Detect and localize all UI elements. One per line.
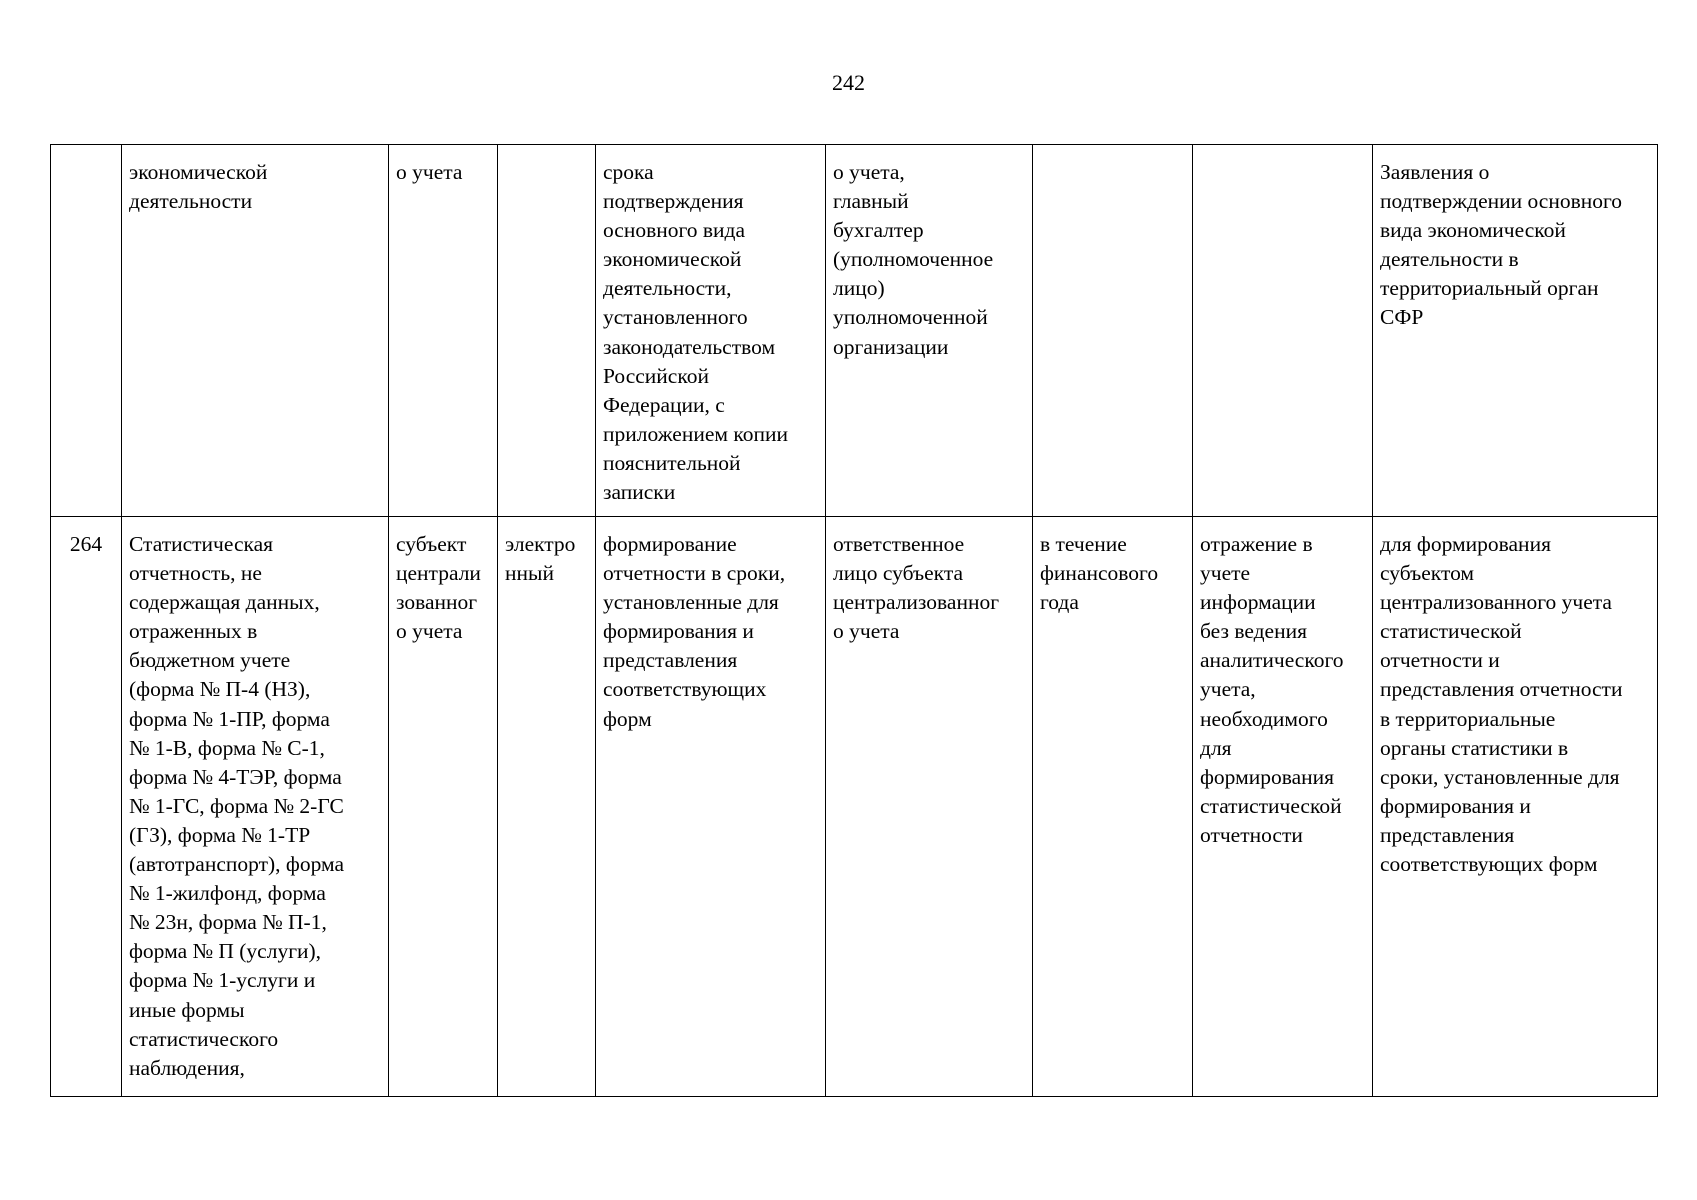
data-table (50, 144, 1658, 1097)
table-row (51, 145, 1658, 517)
table-cell (826, 517, 1033, 1097)
cell-text-line: 264 (69, 532, 103, 556)
cell-text-line: (уполномоченное (833, 247, 994, 272)
cell-text-line: отраженных в (129, 619, 258, 644)
cell-text-line: экономической (129, 160, 268, 184)
cell-text-line: лицо субъекта (833, 561, 964, 586)
cell-text-line: бюджетном учете (129, 648, 291, 673)
table-row (51, 517, 1658, 1097)
table-cell (389, 517, 498, 1097)
cell-text-line: Федерации, с (603, 392, 725, 417)
cell-text-line: бухгалтер (833, 218, 924, 243)
cell-text-line: форма № 4-ТЭР, форма (129, 764, 342, 789)
cell-text-line: статистической (1200, 793, 1342, 818)
cell-text-line: срока (603, 160, 654, 184)
cell-text-line: Заявления о (1380, 160, 1490, 184)
cell-text-line: отчетность, не (129, 561, 262, 586)
cell-text-line: сроки, установленные для (1380, 764, 1620, 789)
cell-text-line: формирования и (1380, 793, 1531, 818)
cell-text-line: органы статистики в (1380, 735, 1569, 760)
cell-text-line: соответствующих (603, 677, 767, 702)
cell-text-line: № 1-жилфонд, форма (129, 881, 326, 906)
cell-text-line: централизованног (833, 590, 1000, 615)
cell-text-line: пояснительной (603, 450, 741, 475)
cell-text-line: представления отчетности (1380, 677, 1623, 702)
cell-text-line: главный (833, 189, 909, 214)
cell-text-line: учете (1200, 561, 1251, 586)
cell-text-line: Статистическая (129, 532, 274, 556)
cell-text-line: формирования и (603, 619, 754, 644)
cell-text-line: уполномоченной (833, 305, 988, 330)
cell-text-line: (ГЗ), форма № 1-ТР (129, 822, 311, 847)
cell-text-line: наблюдения, (129, 1055, 245, 1080)
cell-text-line: деятельности в (1380, 247, 1519, 272)
cell-text-line: нный (505, 561, 554, 586)
page-number: 242 (832, 70, 865, 95)
cell-text-line: установленного (603, 305, 748, 330)
cell-text-line: основного вида (603, 218, 746, 243)
cell-text-line: централизованного учета (1380, 590, 1612, 615)
cell-text-line: иные формы (129, 997, 245, 1022)
cell-text-line: зованног (396, 590, 478, 615)
cell-text-line: лицо) (833, 276, 885, 301)
cell-text-line: № 1-ГС, форма № 2-ГС (129, 793, 344, 818)
cell-text-line: о учета (396, 619, 463, 644)
cell-text-line: законодательством (603, 334, 776, 359)
cell-text-line: в территориальные (1380, 706, 1556, 731)
cell-text-line: для (1200, 735, 1232, 760)
cell-text-line: форма № 1-услуги и (129, 968, 316, 993)
table-cell (51, 517, 122, 1097)
table-cell (1193, 517, 1373, 1097)
cell-text-line: для формирования (1380, 532, 1551, 556)
cell-text-line: субъектом (1380, 561, 1475, 586)
cell-text-line: территориальный орган (1380, 276, 1599, 301)
cell-text-line: вида экономической (1380, 218, 1566, 243)
cell-text-line: информации (1200, 590, 1316, 615)
cell-text-line: в течение (1040, 532, 1127, 556)
cell-text-line: подтверждении основного (1380, 189, 1623, 214)
cell-text-line: о учета, (833, 160, 905, 184)
cell-text-line: о учета (396, 160, 463, 184)
cell-text-line: соответствующих форм (1380, 852, 1598, 877)
cell-text-line: экономической (603, 247, 742, 272)
table-cell (498, 145, 596, 517)
cell-text-line: финансового (1040, 561, 1159, 586)
cell-text-line: учета, (1200, 677, 1256, 702)
cell-text-line: Российской (603, 363, 709, 388)
cell-text-line: установленные для (603, 590, 779, 615)
cell-text-line: о учета (833, 619, 900, 644)
cell-text-line: форм (603, 706, 652, 731)
table-cell (122, 517, 389, 1097)
cell-text-line: необходимого (1200, 706, 1328, 731)
cell-text-line: формирования (1200, 764, 1335, 789)
cell-text-line: отчетности и (1380, 648, 1500, 673)
cell-text-line: (автотранспорт), форма (129, 852, 345, 877)
table-cell (1033, 145, 1193, 517)
cell-text-line: статистического (129, 1026, 279, 1051)
cell-text-line: содержащая данных, (129, 590, 320, 615)
cell-text-line: без ведения (1200, 619, 1307, 644)
cell-text-line: форма № П (услуги), (129, 939, 322, 964)
cell-text-line: отчетности в сроки, (603, 561, 786, 586)
table-cell (1033, 517, 1193, 1097)
cell-text-line: организации (833, 334, 949, 359)
table-cell (122, 145, 389, 517)
table-cell (826, 145, 1033, 517)
table-cell (1193, 145, 1373, 517)
table-cell (498, 517, 596, 1097)
cell-text-line: представления (603, 648, 738, 673)
cell-text-line: форма № 1-ПР, форма (129, 706, 330, 731)
cell-text-line: аналитического (1200, 648, 1344, 673)
cell-text-line: года (1040, 590, 1079, 615)
cell-text-line: централи (396, 561, 481, 586)
table-cell (1373, 517, 1658, 1097)
cell-text-line: (форма № П-4 (НЗ), (129, 677, 311, 702)
table-cell (51, 145, 122, 517)
cell-text-line: ответственное (833, 532, 965, 556)
table-cell (596, 517, 826, 1097)
table-cell (1373, 145, 1658, 517)
cell-text-line: отчетности (1200, 822, 1303, 847)
cell-text-line: отражение в (1200, 532, 1313, 556)
cell-text-line: статистической (1380, 619, 1522, 644)
cell-text-line: субъект (396, 532, 467, 556)
cell-text-line: деятельности (129, 189, 253, 214)
cell-text-line: подтверждения (603, 189, 744, 214)
cell-text-line: СФР (1380, 305, 1424, 330)
cell-text-line: электро (505, 532, 576, 556)
table-cell (596, 145, 826, 517)
cell-text-line: записки (603, 480, 676, 505)
cell-text-line: формирование (603, 532, 737, 556)
cell-text-line: приложением копии (603, 421, 788, 446)
table-cell (389, 145, 498, 517)
cell-text-line: представления (1380, 822, 1515, 847)
cell-text-line: № 23н, форма № П-1, (129, 910, 327, 935)
cell-text-line: деятельности, (603, 276, 732, 301)
cell-text-line: № 1-В, форма № С-1, (129, 735, 325, 760)
